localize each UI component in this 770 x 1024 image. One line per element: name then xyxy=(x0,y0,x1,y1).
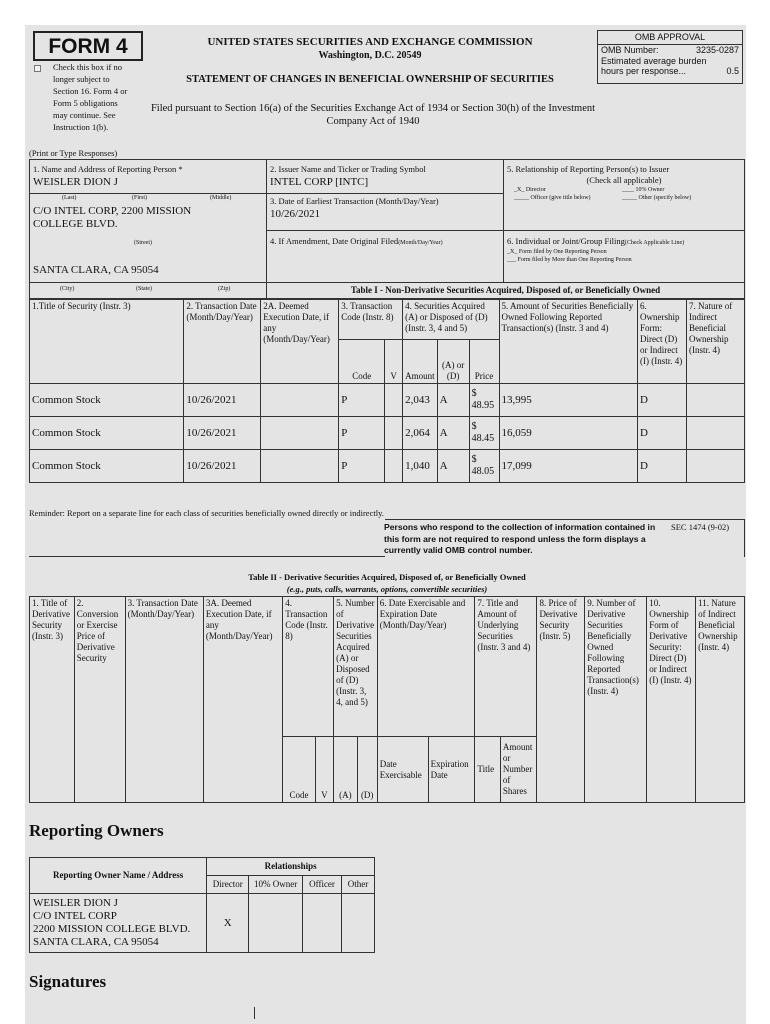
t1-nature xyxy=(687,384,745,417)
owners-col-name: Reporting Owner Name / Address xyxy=(30,858,207,894)
t1-ad: A xyxy=(437,417,469,450)
issuer-label: 2. Issuer Name and Ticker or Trading Symbol xyxy=(270,164,426,174)
relationship-director: _X_ Director xyxy=(514,187,546,193)
table-row xyxy=(30,417,745,450)
reporting-owners-heading: Reporting Owners xyxy=(29,821,164,840)
t1-amount: 2,064 xyxy=(403,417,438,450)
issuer-name: INTEL CORP [INTC] xyxy=(270,176,369,188)
t1-form: D xyxy=(638,417,687,450)
omb-number: 3235-0287 xyxy=(695,45,739,55)
t1-price: $ 48.45 xyxy=(469,417,499,450)
middle-label: (Middle) xyxy=(210,195,232,201)
filing-label: 6. Individual or Joint/Group Filing xyxy=(507,236,625,246)
t1-v xyxy=(385,417,403,450)
owner-name-address xyxy=(30,894,207,953)
t1-code: P xyxy=(339,417,385,450)
reporting-owners-table xyxy=(29,857,375,953)
no-longer-subject-checkbox[interactable] xyxy=(34,65,41,72)
t1-v xyxy=(385,450,403,483)
filed-pursuant: Filed pursuant to Section 16(a) of the Securities Exchange Act of 1934 or Section 30(h) of the Investment Company Act of 1940 xyxy=(150,103,596,127)
t1-code: P xyxy=(339,450,385,483)
reporting-person-name: WEISLER DION J xyxy=(33,176,118,188)
sec-code: SEC 1474 (9-02) xyxy=(671,522,730,532)
t1-date: 10/26/2021 xyxy=(184,417,261,450)
t1-date: 10/26/2021 xyxy=(184,450,261,483)
omb-hours: 0.5 xyxy=(726,66,739,76)
t2-h1: 1. Title of Derivative Security (Instr. 3) xyxy=(30,597,75,803)
omb-approval-box xyxy=(597,30,743,84)
t1-title: Common Stock xyxy=(30,417,184,450)
table1-non-derivative xyxy=(29,299,745,483)
t1-deemed xyxy=(261,450,339,483)
t1-v xyxy=(385,384,403,417)
t1-sub-aord: (A) or (D) xyxy=(437,340,469,384)
earliest-date: 10/26/2021 xyxy=(270,208,321,220)
filing-more: ___ Form filed by More than One Reporting Person xyxy=(507,257,632,263)
t1-deemed xyxy=(261,384,339,417)
t1-code: P xyxy=(339,384,385,417)
t1-h5: 5. Amount of Securities Beneficially Owned Following Reported Transaction(s) (Instr. 3 and 4) xyxy=(499,300,638,384)
t2-h3a: 3A. Deemed Execution Date, if any (Month/Day/Year) xyxy=(203,597,282,803)
relationship-ten-percent: ____ 10% Owner xyxy=(622,187,665,193)
state-label: (State) xyxy=(136,286,152,292)
relationship-officer: _____ Officer (give title below) xyxy=(514,195,591,201)
t2-h9: 9. Number of Derivative Securities Beneficially Owned Following Reported Transaction(s) (Instr. 4) xyxy=(585,597,647,803)
reporting-info-grid xyxy=(29,159,745,283)
t2-h2: 2. Conversion or Exercise Price of Derivative Security xyxy=(74,597,125,803)
t1-title: Common Stock xyxy=(30,450,184,483)
table-row xyxy=(30,384,745,417)
owners-col-other: Other xyxy=(342,876,375,894)
t1-title: Common Stock xyxy=(30,384,184,417)
table2-title: Table II - Derivative Securities Acquired, Disposed of, or Beneficially Owned xyxy=(248,572,526,582)
owners-col-ten: 10% Owner xyxy=(249,876,303,894)
t2-h10: 10. Ownership Form of Derivative Security: Direct (D) or Indirect (I) (Instr. 4) xyxy=(647,597,696,803)
t2-h5: 5. Number of Derivative Securities Acquired (A) or Disposed of (D) (Instr. 3, 4, and 5) xyxy=(334,597,378,737)
t1-sub-v: V xyxy=(385,340,403,384)
t1-owned: 13,995 xyxy=(499,384,638,417)
owner-line-4: SANTA CLARA, CA 95054 xyxy=(33,936,159,948)
signature-divider xyxy=(254,1007,255,1019)
owner-ten-mark xyxy=(249,894,303,953)
t1-h6: 6. Ownership Form: Direct (D) or Indirect (I) (Instr. 4) xyxy=(638,300,687,384)
t1-deemed xyxy=(261,417,339,450)
t1-nature xyxy=(687,417,745,450)
owner-line-3: 2200 MISSION COLLEGE BLVD. xyxy=(33,923,191,935)
owner-line-1: WEISLER DION J xyxy=(33,897,118,909)
omb-number-label: OMB Number: xyxy=(601,45,659,55)
street-label: (Street) xyxy=(134,240,152,246)
table2-subtitle: (e.g., puts, calls, warrants, options, convertible securities) xyxy=(286,584,488,594)
t2-sub-code: Code xyxy=(283,737,316,803)
relationship-check: (Check all applicable) xyxy=(586,175,662,185)
checkbox-text: Check this box if no longer subject to Section 16. Form 4 or Form 5 obligations may continue. See Instruction 1(b). xyxy=(53,62,128,132)
relationship-other: _____ Other (specify below) xyxy=(622,195,692,201)
t1-owned: 16,059 xyxy=(499,417,638,450)
t2-sub-date-ex: Date Exercisable xyxy=(377,737,428,803)
filing-hint: (Check Applicable Line) xyxy=(624,240,685,246)
amendment-label: 4. If Amendment, Date Original Filed xyxy=(270,236,399,246)
omb-burden-label: Estimated average burden xyxy=(601,56,707,66)
t2-sub-exp: Expiration Date xyxy=(428,737,475,803)
form4-document xyxy=(25,25,746,1024)
t1-form: D xyxy=(638,450,687,483)
t1-date: 10/26/2021 xyxy=(184,384,261,417)
table-row xyxy=(30,450,745,483)
first-label: (First) xyxy=(132,195,147,201)
reporting-person-city: SANTA CLARA, CA 95054 xyxy=(33,264,159,276)
owner-line-2: C/O INTEL CORP xyxy=(33,910,117,922)
t2-h7: 7. Title and Amount of Underlying Securities (Instr. 3 and 4) xyxy=(475,597,537,737)
relationship-label: 5. Relationship of Reporting Person(s) to Issuer xyxy=(507,164,670,174)
t1-ad: A xyxy=(437,450,469,483)
t2-h11: 11. Nature of Indirect Beneficial Ownership (Instr. 4) xyxy=(696,597,745,803)
owners-col-rel: Relationships xyxy=(207,858,375,876)
t1-sub-price: Price xyxy=(469,340,499,384)
last-label: (Last) xyxy=(62,195,77,201)
t2-sub-amount: Amount or Number of Shares xyxy=(500,737,537,803)
zip-label: (Zip) xyxy=(218,286,231,292)
omb-title: OMB APPROVAL xyxy=(598,31,742,45)
t1-amount: 2,043 xyxy=(403,384,438,417)
t2-h6: 6. Date Exercisable and Expiration Date (Month/Day/Year) xyxy=(377,597,475,737)
agency-title: UNITED STATES SECURITIES AND EXCHANGE COMMISSION xyxy=(207,36,533,48)
reporting-person-label: 1. Name and Address of Reporting Person * xyxy=(33,164,183,174)
owners-col-director: Director xyxy=(207,876,249,894)
agency-location: Washington, D.C. 20549 xyxy=(318,50,422,61)
t1-h1: 1.Title of Security (Instr. 3) xyxy=(30,300,184,384)
city-label: (City) xyxy=(60,286,75,292)
t1-form: D xyxy=(638,384,687,417)
t1-price: $ 48.95 xyxy=(469,384,499,417)
owner-director-mark: X xyxy=(207,894,249,953)
t1-price: $ 48.05 xyxy=(469,450,499,483)
table1-title: Table I - Non-Derivative Securities Acquired, Disposed of, or Beneficially Owned xyxy=(350,285,661,295)
t1-amount: 1,040 xyxy=(403,450,438,483)
t2-sub-title: Title xyxy=(475,737,500,803)
print-note: (Print or Type Responses) xyxy=(29,148,118,158)
t2-h8: 8. Price of Derivative Security (Instr. 5) xyxy=(537,597,585,803)
form-title: FORM 4 xyxy=(33,31,143,61)
t1-h2a: 2A. Deemed Execution Date, if any (Month/Day/Year) xyxy=(261,300,339,384)
earliest-date-label: 3. Date of Earliest Transaction (Month/Day/Year) xyxy=(270,196,439,206)
filing-one: _X_ Form filed by One Reporting Person xyxy=(507,249,607,255)
t2-sub-d: (D) xyxy=(357,737,377,803)
statement-title: STATEMENT OF CHANGES IN BENEFICIAL OWNERSHIP OF SECURITIES xyxy=(186,74,554,85)
t2-h3: 3. Transaction Date (Month/Day/Year) xyxy=(125,597,203,803)
amendment-hint: (Month/Day/Year) xyxy=(398,240,443,246)
t2-h4: 4. Transaction Code (Instr. 8) xyxy=(283,597,334,737)
signatures-heading: Signatures xyxy=(29,972,107,991)
t1-h2: 2. Transaction Date (Month/Day/Year) xyxy=(184,300,261,384)
t1-sub-amount: Amount xyxy=(403,340,438,384)
reminder-text: Reminder: Report on a separate line for each class of securities beneficially owned directly or indirectly. xyxy=(29,508,384,518)
t1-sub-code: Code xyxy=(339,340,385,384)
t1-nature xyxy=(687,450,745,483)
omb-hours-label: hours per response... xyxy=(601,66,687,76)
table-row xyxy=(30,894,375,953)
t1-h3: 3. Transaction Code (Instr. 8) xyxy=(339,300,403,340)
t1-ad: A xyxy=(437,384,469,417)
reporting-person-address: C/O INTEL CORP, 2200 MISSION COLLEGE BLVD. xyxy=(33,205,192,230)
t1-h7: 7. Nature of Indirect Beneficial Ownership (Instr. 4) xyxy=(687,300,745,384)
t1-h4: 4. Securities Acquired (A) or Disposed of (D) (Instr. 3, 4 and 5) xyxy=(403,300,499,340)
owners-col-officer: Officer xyxy=(303,876,342,894)
persons-notice: Persons who respond to the collection of information contained in this form are not required to respond unless the form displays a currently valid OMB control number. xyxy=(384,522,656,555)
t2-sub-v: V xyxy=(315,737,333,803)
owner-other-mark xyxy=(342,894,375,953)
t2-sub-a: (A) xyxy=(334,737,358,803)
owner-officer-mark xyxy=(303,894,342,953)
t1-owned: 17,099 xyxy=(499,450,638,483)
table2-derivative xyxy=(29,596,745,803)
